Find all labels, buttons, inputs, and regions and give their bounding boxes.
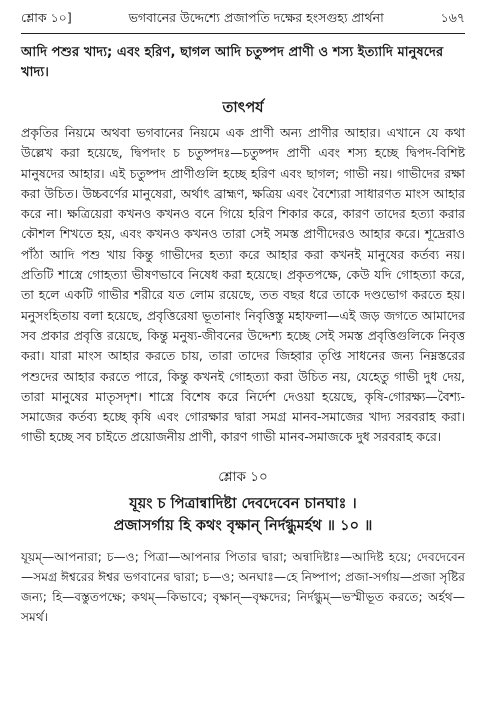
chapter-title: ভগবানের উদ্দেশ্যে প্রজাপতি দক্ষের হংসগুহ্য প্রার্থনা xyxy=(128,10,384,25)
page-number: ১৬৭ xyxy=(440,10,465,25)
running-header xyxy=(21,10,465,34)
verse-line-2: প্রজাসর্গায় হি কথং বৃক্ষান্ নির্দগ্ধুমর্হথ ॥ ১০ ॥ xyxy=(113,516,373,534)
verse-line-1: যূয়ং চ পিত্রান্বাদিষ্টা দেবদেবেন চানঘাঃ । xyxy=(129,494,357,512)
translation-continuation: আদি পশুর খাদ্য; এবং হরিণ, ছাগল আদি চতুষ্পদ প্রাণী ও শস্য ইত্যাদি মানুষদের খাদ্য। xyxy=(21,45,444,80)
verse-reference: শ্লোক ১০] xyxy=(21,10,72,25)
word-meanings: যূয়ম্—আপনারা; চ—ও; পিত্রা—আপনার পিতার দ্বারা; অন্বাদিষ্টাঃ—আদিষ্ট হয়ে; দেবদেবেন—সমগ্র ঈশ্বরের ঈশ্বর ভগবানের দ্বারা; চ—ও; অনঘাঃ—হে নিষ্পাপ; প্রজা-সর্গায়—প্রজা সৃষ্টির জন্য; হি—বস্তুতপক্ষে; কথম্—কিভাবে; বৃক্ষান্—বৃক্ষদের; নির্দগ্ধুম্—ভস্মীভূত করতে; অর্হথ—সমর্থ। xyxy=(21,549,465,624)
purport-heading: তাৎপর্য xyxy=(222,100,264,116)
purport-text: প্রকৃতির নিয়মে অথবা ভগবানের নিয়মে এক প্রাণী অন্য প্রাণীর আহার। এখানে যে কথা উল্লেখ করা হয়েছে, দ্বিপদাং চ চতুষ্পদঃ—চতুষ্পদ প্রাণী এবং শস্য হচ্ছে দ্বিপদ-বিশিষ্ট মানুষদের আহার। এই চতুষ্পদ প্রাণীগুলি হচ্ছে হরিণ এবং ছাগল; গাভী নয়। গাভীদের রক্ষা করা উচিত। উচ্চবর্ণের মানুষেরা, অর্থাৎ ব্রাহ্মণ, ক্ষত্রিয় এবং বৈশ্যেরা সাধারণত মাংস আহার করে না। ক্ষত্রিয়েরা কখনও কখনও বনে গিয়ে হরিণ শিকার করে, কারণ তাদের হত্যা করার কৌশল শিখতে হয়, এবং কখনও কখনও তারা সেই সমস্ত প্রাণীদেরও আহার করে। শূদ্রেরাও পাঁঠা আদি পশু খায় কিন্তু গাভীদের হত্যা করে আহার করা কখনই মানুষের কর্তব্য নয়। প্রতিটি শাস্ত্রে গোহত্যা ভীষণভাবে নিষেধ করা হয়েছে। প্রকৃতপক্ষে, কেউ যদি গোহত্যা করে, তা হলে একটি গাভীর শরীরে যত লোম রয়েছে, তত বছর ধরে তাকে দণ্ডভোগ করতে হয়। মনুসংহিতায় বলা হয়েছে, প্রবৃত্তিরেষা ভূতানাং নিবৃত্তিস্তু মহাফলা—এই জড় জগতে আমাদের সব প্রকার প্রবৃত্তি রয়েছে, কিন্তু মনুষ্য-জীবনের উদ্দেশ্য হচ্ছে সেই সমস্ত প্রবৃত্তিগুলিকে নিবৃত্ত করা। যারা মাংস আহার করতে চায়, তারা তাদের জিহ্বার তৃপ্তি সাধনের জন্য নিম্নস্তরের পশুদের আহার করতে পারে, কিন্তু কখনই গোহত্যা করা উচিত নয়, যেহেতু গাভী দুধ দেয়, তারা মানুষের মাতৃসদৃশ। শাস্ত্রে বিশেষ করে নির্দেশ দেওয়া হয়েছে, কৃষি-গোরক্ষ্য—বৈশ্য-সমাজের কর্তব্য হচ্ছে কৃষি এবং গোরক্ষার দ্বারা সমগ্র মানব-সমাজের খাদ্য সরবরাহ করা। গাভী হচ্ছে সব চাইতে প্রয়োজনীয় প্রাণী, কারণ গাভী মানব-সমাজকে দুধ সরবরাহ করে। xyxy=(21,125,465,445)
verse-heading: শ্লোক ১০ xyxy=(218,468,268,485)
